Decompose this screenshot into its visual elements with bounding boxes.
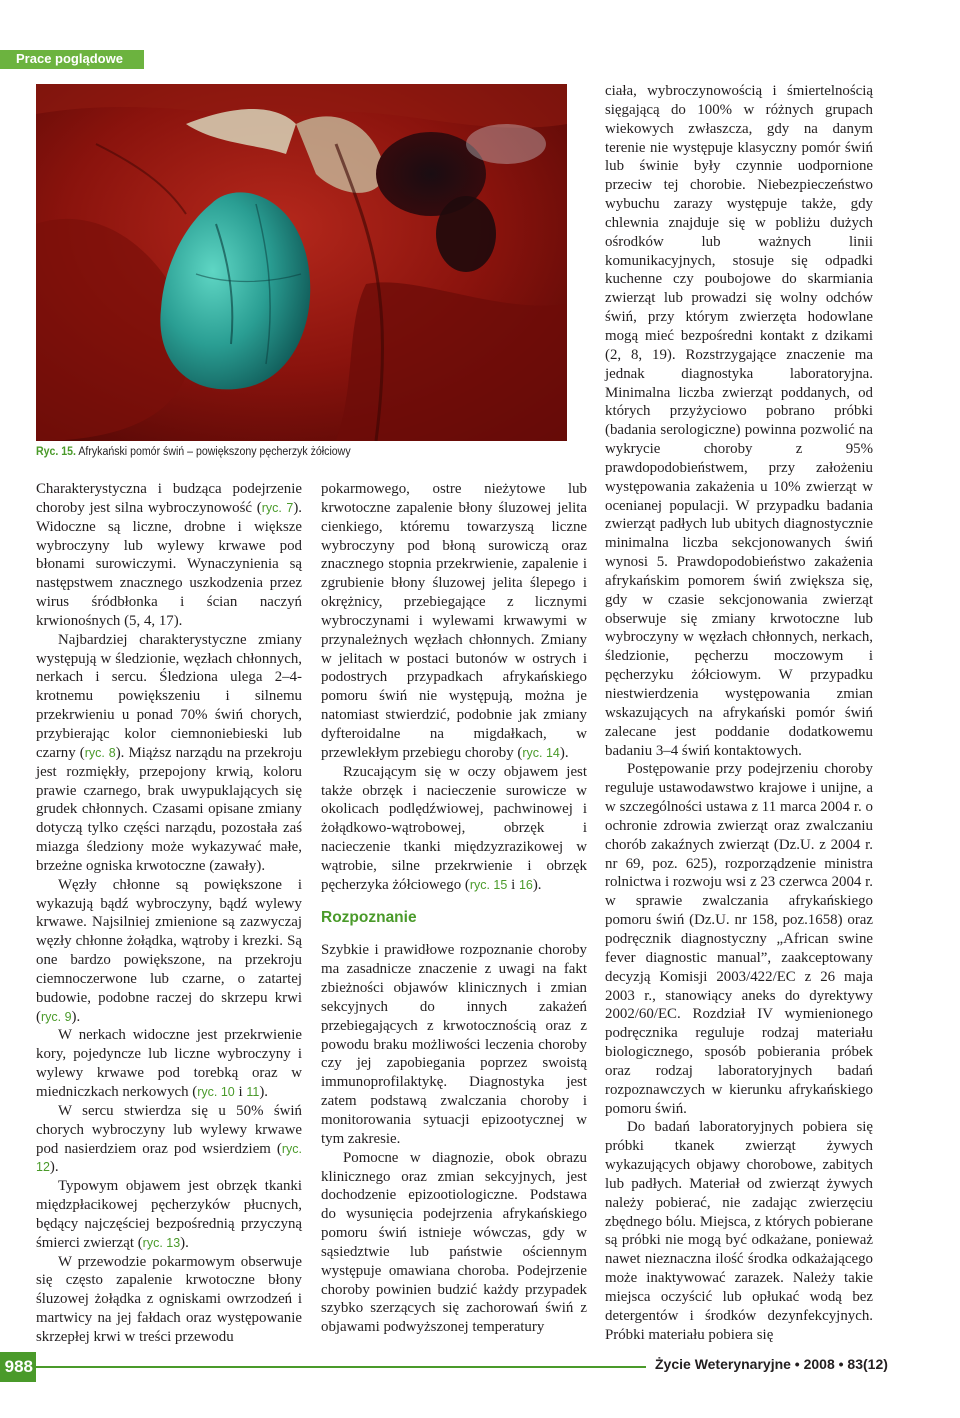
- figure-reference[interactable]: ryc. 9: [40, 1009, 72, 1024]
- figure-reference[interactable]: ryc. 7: [261, 500, 294, 515]
- text-column-1: [36, 480, 302, 1347]
- paragraph: pokarmowego, ostre nieżytowe lub krwotoczne zapalenie błony śluzowej jelita cienkiego, któremu towarzyszą liczne wybroczyny pod błoną surowiczą oraz znacznego stopnia przekrwienie, zapalenie i zgrubienie błony śluzowej jelita ślepego i okrężnicy, przebiegające z licznymi wybroczynami i wylewami krwawymi w przynależnych węzłach chłonnych. Zmiany w jelitach w postaci butonów w ostrych i podostrych przypadkach afrykańskiego pomoru świń nie występują, można je natomiast stwierdzić, podobnie jak zmiany dyfteroidalne na migdałkach, w przewlekłym przebiegu choroby (ryc. 14).: [321, 481, 587, 761]
- figure-caption-text: Afrykański pomór świń – powiększony pęcherzyk żółciowy: [78, 446, 351, 458]
- figure-caption: [36, 446, 533, 458]
- figure-photo-gallbladder: [36, 84, 567, 441]
- paragraph: W przewodzie pokarmowym obserwuje się często zapalenie krwotoczne błony śluzowej żołądka z ogniskami owrzodzeń i martwicy na jej fałdach oraz występowanie skrzepłej krwi w treści przewodu: [36, 1253, 302, 1345]
- figure-reference[interactable]: ryc. 12: [36, 1141, 302, 1175]
- paragraph: Najbardziej charakterystyczne zmiany występują w śledzionie, węzłach chłonnych, nerkach i sercu. Śledziona ulega 2–4-krotnemu powiększeniu i silnemu przekrwieniu u ponad 70% świń chorych, przybierając kolor ciemnoniebieski lub czarny (ryc. 8). Miąższ narządu na przekroju jest rozmiękły, przepojony krwią, koloru prawie czarnego, brak uwypuklających się grudek chłonnych. Czasami opisane zmiany dotyczą tylko części narządu, pozostała zaś miazga śledziony może wykazywać małe, brzeżne ogniska krwotoczne (zawały).: [36, 631, 303, 874]
- footer-rule: [36, 1366, 646, 1368]
- figure-reference[interactable]: 16: [518, 877, 533, 892]
- text-column-2: [321, 480, 587, 1337]
- figure-reference[interactable]: 11: [246, 1085, 260, 1099]
- section-heading: Rozpoznanie: [321, 908, 417, 926]
- paragraph: Charakterystyczna i budząca podejrzenie choroby jest silna wybroczynowość (ryc. 7). Widoczne są liczne, drobne i większe wybroczyny lub wylewy krwawe pod błonami surowiczymi. Wynaczynienia są następstwem znacznego uszkodzenia przez wirus śródbłonka i ścian naczyń krwionośnych (5, 4, 17).: [36, 481, 303, 629]
- paragraph: Typowym objawem jest obrzęk tkanki międzpłacikowej pęcherzyków płucnych, będący najczęściej bezpośrednią przyczyną śmierci zwierząt (ryc. 13).: [36, 1178, 302, 1251]
- paragraph: Pomocne w diagnozie, obok obrazu klinicznego oraz zmian sekcyjnych, jest dochodzenie epizootiologiczne. Podstawa do wysunięcia podejrzenia afrykańskiego pomoru świń istnieje wówczas, gdy w sąsiedztwie lub państwie ościennym występuje omawiana choroba. Podejrzenie choroby powinien budzić każdy przypadek szybko szerzących się zachorowań świń z objawami podwyższonej temperatury: [321, 1149, 587, 1336]
- paragraph: Rzucającym się w oczy objawem jest także obrzęk i nacieczenie surowicze w okolicach podlędźwiowej, pachwinowej i żołądkowo-wątrobowej, obrzęk i nacieczenie tkanki międzyzrazikowej w wątrobie, silne przekrwienie i obrzęk pęcherzyka żółciowego (ryc. 15 i 16).: [321, 763, 587, 893]
- section-rule: [0, 66, 144, 69]
- figure-reference[interactable]: ryc. 10: [197, 1085, 235, 1099]
- text-column-3: [605, 82, 873, 1345]
- figure-reference[interactable]: ryc. 13: [142, 1235, 181, 1250]
- figure-reference[interactable]: ryc. 14: [522, 745, 560, 760]
- paragraph: Szybkie i prawidłowe rozpoznanie choroby ma zasadnicze znaczenie z uwagi na fakt zbieżności objawów klinicznych i zmian sekcyjnych do innych zakażeń przebiegających z krwotocznością oraz z powodu braku możliwości leczenia choroby czy jej zapobiegania poprzez swoistą immunoprofilaktykę. Diagnostyka jest zatem podstawą zwalczania choroby i monitorowania sytuacji epizootycznej w tym zakresie.: [321, 942, 587, 1147]
- section-label: Prace poglądowe: [0, 50, 144, 67]
- figure-reference[interactable]: ryc. 15: [469, 877, 508, 892]
- paragraph: W sercu stwierdza się u 50% świń chorych wybroczyny lub wylewy krwawe pod nasierdziem oraz pod wsierdziem (ryc. 12).: [36, 1102, 302, 1176]
- figure-reference[interactable]: ryc. 8: [84, 745, 116, 760]
- figure-label: Ryc. 15.: [36, 446, 77, 458]
- paragraph: Do badań laboratoryjnych pobiera się próbki tkanek zwierząt żywych wykazujących objawy chorobowe, zabitych lub padłych. Materiał od zwierząt żywych należy pobierać, nie zadając zwierzęciu zbędnego bólu. Miejsca, z których pobierane są próbki nie mogą być odkażane, ponieważ nawet nieznaczna ilość środka odkażającego może inaktywować zarazek. Należy takie miejsca oczyścić lub opłukać wodą bez detergentów i środków dezynfekcyjnych. Próbki materiału pobiera się: [605, 1119, 873, 1343]
- paragraph: Postępowanie przy podejrzeniu choroby reguluje ustawodawstwo krajowe i unijne, a w szczególności ustawa z 11 marca 2004 r. o ochronie zdrowia zwierząt oraz zwalczaniu chorób zakaźnych zwierząt (Dz.U. z 2004 r. nr 69, poz. 625), rozporządzenie ministra rolnictwa i rozwoju wsi z 23 czerwca 2004 r. w sprawie zwalczania afrykańskiego pomoru świń (Dz.U. nr 158, poz.1658) oraz podręcznik diagnostyczny „African swine fever diagnostic manual”, zaakceptowany decyzją Komisji 2003/422/EC z 26 maja 2003 r., stanowiący aneks do dyrektywy 2002/60/EC. Rozdział IV wymienionego podręcznika reguluje rodzaj materiału biologicznego, sposób pobierania próbek oraz rodzaj laboratoryjnych badań rozpoznawczych w kierunku afrykańskiego pomoru świń.: [605, 761, 873, 1117]
- page-number: 988: [0, 1352, 36, 1382]
- journal-footer: Życie Weterynaryjne • 2008 • 83(12): [655, 1356, 888, 1372]
- paragraph: W nerkach widoczne jest przekrwienie kory, pojedyncze lub liczne wybroczyny i wylewy krwawe pod torebką oraz w miedniczkach nerkowych (ryc. 10 i 11).: [36, 1027, 302, 1100]
- paragraph: ciała, wybroczynowością i śmiertelnością sięgającą do 100% w różnych grupach wiekowych zwłaszcza, gdy na danym terenie nie występuje klasyczny pomór świń lub świnie były czynnie uodpornione przeciw tej chorobie. Niebezpieczeństwo wybuchu zarazy występuje także, gdy chlewnia znajduje się w pobliżu dużych ośrodków lub ważnych linii komunikacyjnych, stosuje się odpadki kuchenne czy poubojowe do skarmiania zwierząt lub prowadzi się wolny odchów świń, przy którym zwierzęta hodowlane mogą mieć bezpośredni kontakt z dzikami (2, 8, 19). Rozstrzygające znaczenie ma jednak diagnostyka laboratoryjna. Minimalna liczba zwierząt poddanych, od których przyżyciowo pobrano próbki (badania serologiczne) powinna pozwolić na wykrycie choroby z 95% prawdopodobieństwem, przy założeniu występowania zakażenia u 10% zwierząt w ocenianej populacji. W przypadku badania zwierząt padłych lub ubitych diagnostycznie minimalna liczba sekcjonowanych świń wynosi 5. Prawdopodobieństwo zakażenia afrykańskim pomorem świń zwiększa się, gdy w czasie sekcjonowania zwierząt obserwuje się zmiany krwotoczne lub wybroczyny w węzłach chłonnych, nerkach, śledzionie, pęcherzu moczowym i pęcherzyku żółciowym. W przypadku niestwierdzenia występowania zmian wskazujących na afrykański pomór świń zalecane jest poddanie dodatkowemu badaniu 3–4 świń kontaktowych.: [605, 83, 873, 759]
- paragraph: Węzły chłonne są powiększone i wykazują bądź wybroczyny, bądź wylewy krwawe. Najsilniej zmienione są zazwyczaj węzły chłonne żołądka, wątroby i krezki. Są one bardzo powiększone, na przekroju ciemnoczerwone lub czarne, o zatartej budowie, podobne raczej do skrzepu krwi (ryc. 9).: [36, 876, 302, 1025]
